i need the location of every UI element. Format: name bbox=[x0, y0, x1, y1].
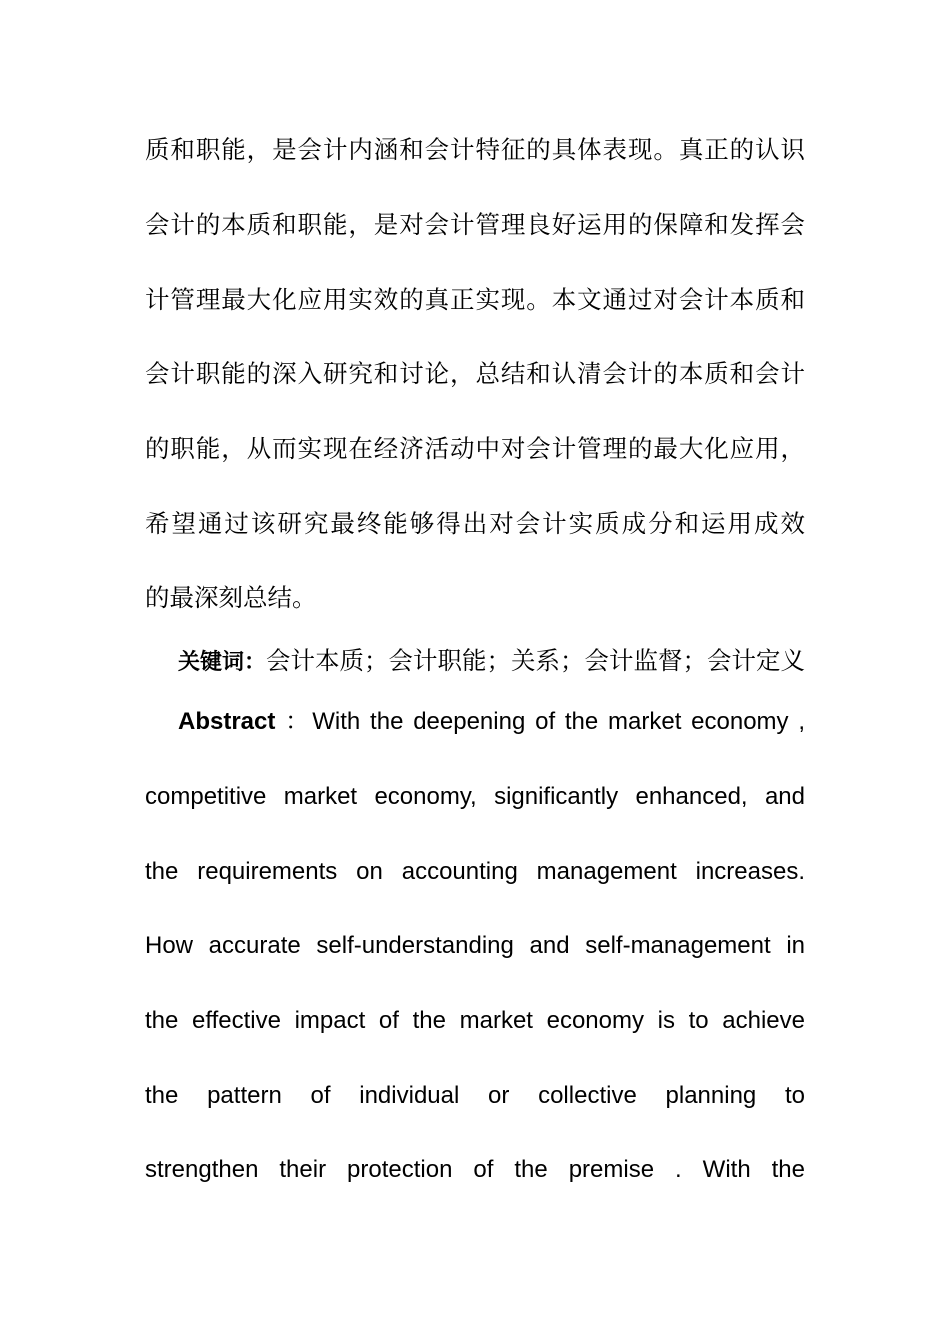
abstract-line: the effective impact of the market economy is to achieve bbox=[145, 1007, 805, 1034]
keywords-label: 关键词： bbox=[178, 650, 267, 675]
abstract-line: strengthen their protection of the premise . With the bbox=[145, 1156, 805, 1183]
abstract-line: the requirements on accounting management increases. bbox=[145, 858, 805, 885]
abstract-line: How accurate self-understanding and self-management in bbox=[145, 932, 805, 959]
abstract-line: competitive market economy, significantly enhanced, and bbox=[145, 783, 805, 810]
paragraph-line: 的职能，从而实现在经济活动中对会计管理的最大化应用， bbox=[145, 434, 805, 463]
abstract-first-line bbox=[178, 707, 805, 737]
keywords-line bbox=[178, 646, 805, 678]
abstract-first-text: ：With the deepening of the market economy , bbox=[285, 708, 806, 735]
paragraph-line: 希望通过该研究最终能够得出对会计实质成分和运用成效 bbox=[145, 509, 805, 538]
paragraph-line: 的最深刻总结。 bbox=[145, 583, 317, 612]
paragraph-line: 会计职能的深入研究和讨论，总结和认清会计的本质和会计 bbox=[145, 359, 805, 388]
paragraph-line: 计管理最大化应用实效的真正实现。本文通过对会计本质和 bbox=[145, 285, 805, 314]
abstract-line: the pattern of individual or collective planning to bbox=[145, 1082, 805, 1109]
keywords-text: 会计本质；会计职能；关系；会计监督；会计定义 bbox=[266, 646, 806, 675]
abstract-label: Abstract bbox=[178, 708, 276, 735]
paragraph-line: 质和职能，是会计内涵和会计特征的具体表现。真正的认识 bbox=[145, 135, 805, 164]
paragraph-line: 会计的本质和职能，是对会计管理良好运用的保障和发挥会 bbox=[145, 210, 805, 239]
